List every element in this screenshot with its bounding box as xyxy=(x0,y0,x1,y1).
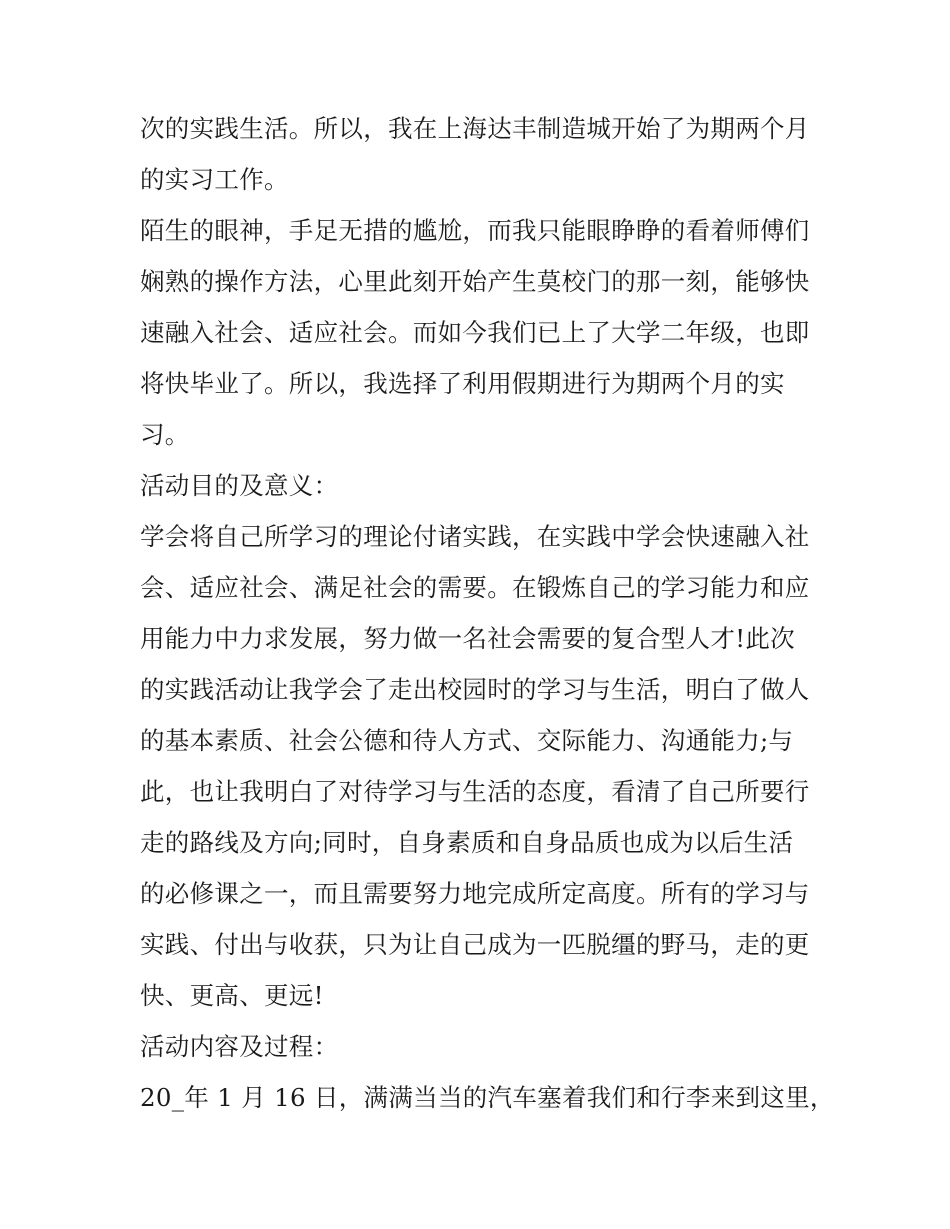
section-heading: 活动目的及意义： xyxy=(140,471,339,500)
text-line: 会、适应社会、满足社会的需要。在锻炼自己的学习能力和应 xyxy=(140,573,810,602)
text-line: 快、更高、更远! xyxy=(140,981,324,1010)
text-line: 习。 xyxy=(140,420,190,449)
text-line: 此，也让我明白了对待学习与生活的态度，看清了自己所要行 xyxy=(140,777,810,806)
text-line: 的基本素质、社会公德和待人方式、交际能力、沟通能力;与 xyxy=(140,726,794,755)
text-line: 陌生的眼神，手足无措的尴尬，而我只能眼睁睁的看着师傅们 xyxy=(140,216,810,245)
text-line: 的实习工作。 xyxy=(140,165,289,194)
section-heading: 活动内容及过程： xyxy=(140,1032,339,1061)
text-line: 娴熟的操作方法，心里此刻开始产生莫校门的那一刻，能够快 xyxy=(140,267,810,296)
text-line: 的实践活动让我学会了走出校园时的学习与生活，明白了做人 xyxy=(140,675,810,704)
text-line: 将快毕业了。所以，我选择了利用假期进行为期两个月的实 xyxy=(140,369,785,398)
text-line: 用能力中力求发展，努力做一名社会需要的复合型人才!此次 xyxy=(140,624,795,653)
text-line: 的必修课之一，而且需要努力地完成所定高度。所有的学习与 xyxy=(140,879,810,908)
text-line: 20_年 1 月 16 日，满满当当的汽车塞着我们和行李来到这里， xyxy=(140,1083,835,1112)
text-line: 学会将自己所学习的理论付诸实践，在实践中学会快速融入社 xyxy=(140,522,810,551)
text-line: 实践、付出与收获，只为让自己成为一匹脱缰的野马，走的更 xyxy=(140,930,810,959)
text-line: 走的路线及方向;同时，自身素质和自身品质也成为以后生活 xyxy=(140,828,794,857)
text-line: 速融入社会、适应社会。而如今我们已上了大学二年级，也即 xyxy=(140,318,810,347)
text-line: 次的实践生活。所以，我在上海达丰制造城开始了为期两个月 xyxy=(140,114,810,143)
document-body xyxy=(140,103,835,1123)
